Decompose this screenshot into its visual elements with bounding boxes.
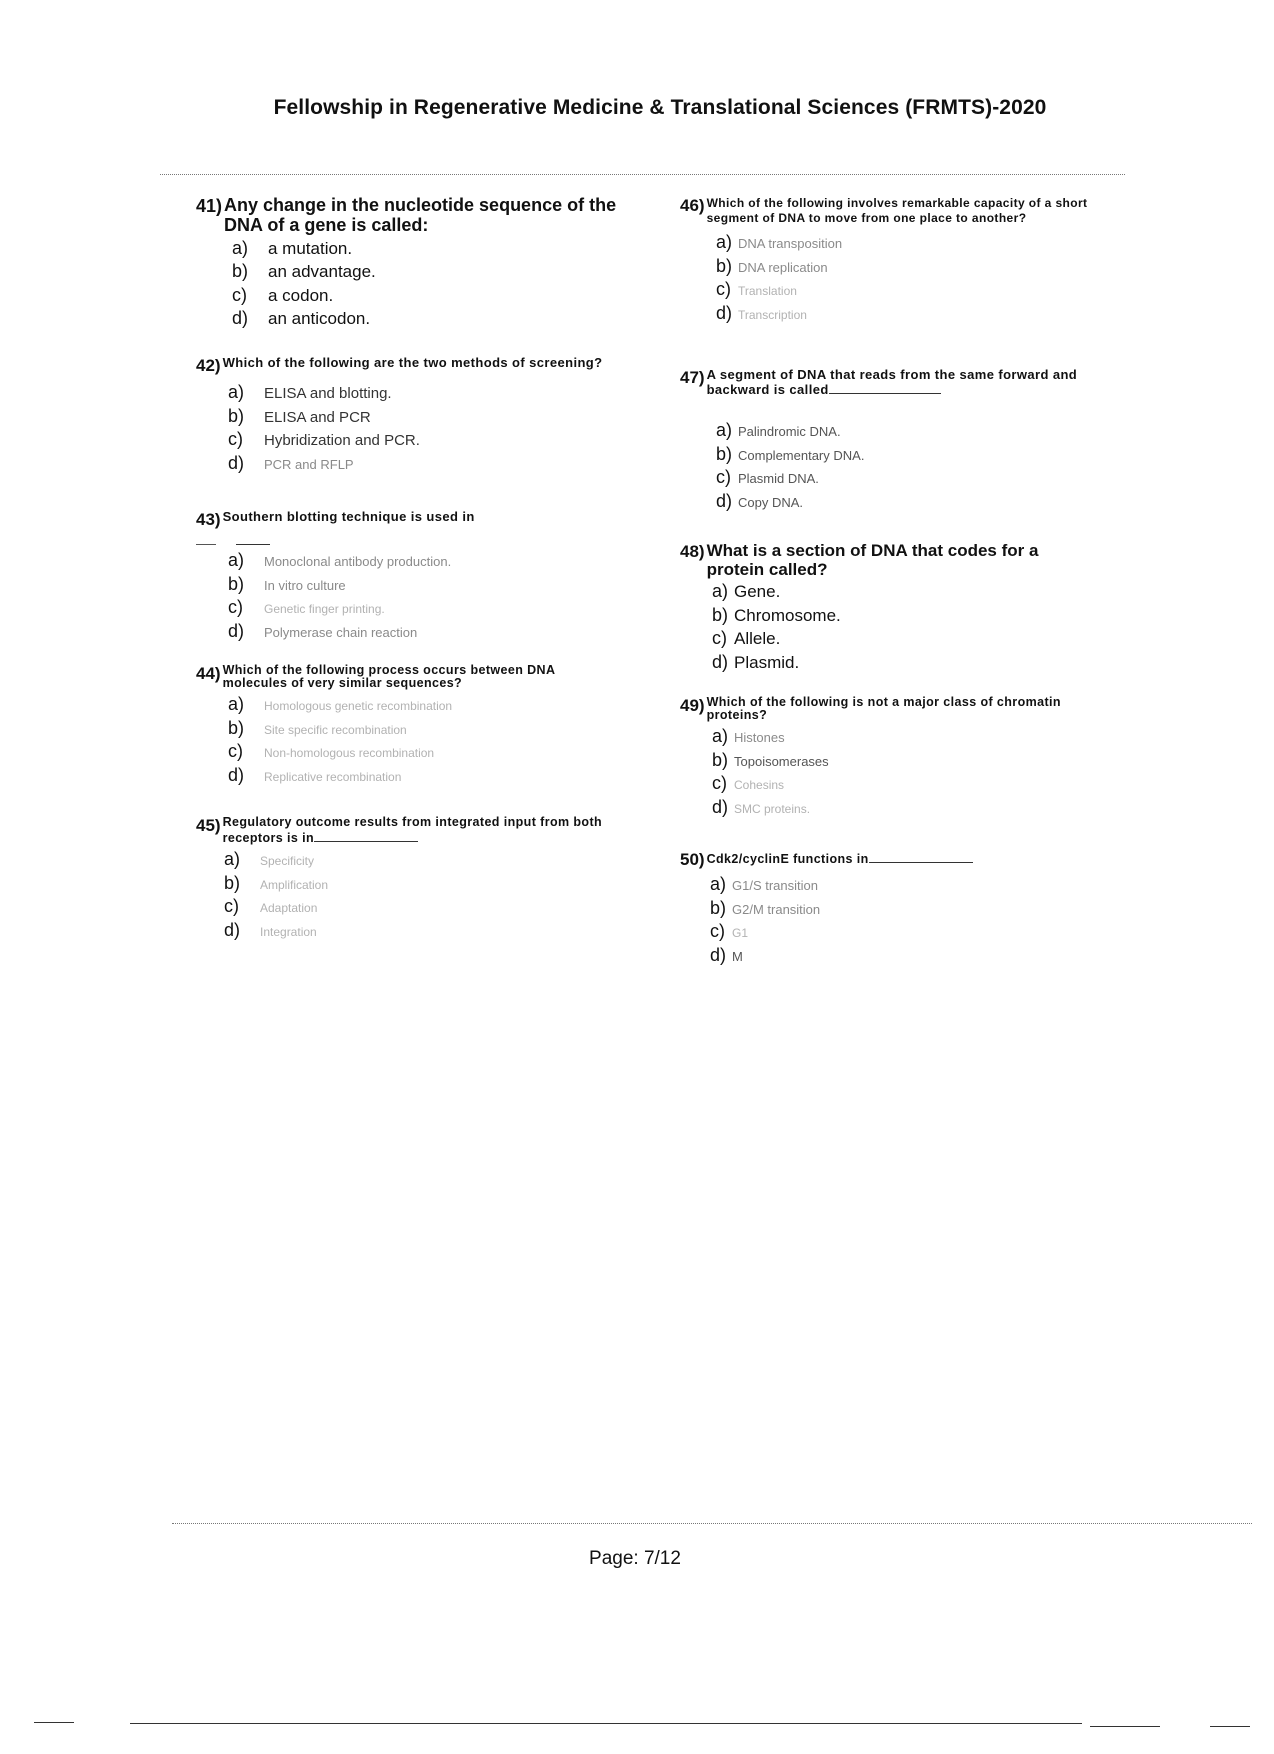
option-text: Allele. [734,629,781,649]
scan-artifact-line [130,1723,1082,1724]
question-number: 46) [680,196,705,215]
option-a[interactable] [712,726,1120,750]
question-number: 44) [196,664,221,683]
option-d[interactable] [712,652,1100,676]
option-text: In vitro culture [264,577,346,593]
option-letter: b) [712,749,729,770]
scan-artifact-line [34,1722,74,1723]
option-d[interactable] [710,945,1120,969]
question-text: What is a section of DNA that codes for a protein called? [706,541,1039,579]
answer-blank [829,381,941,394]
options-list [196,694,616,788]
question-text: Which of the following involves remarkable capacity of a short segment of DNA to move from one place to another? [706,196,1088,225]
option-a[interactable] [228,694,616,718]
question-number: 49) [680,696,705,715]
option-text: Gene. [734,582,781,602]
question-text [223,816,626,845]
question-text: Southern blotting technique is used in [222,509,475,524]
question-50 [680,850,1120,968]
option-letter: d) [232,308,249,329]
footer-divider [172,1523,1252,1524]
option-letter: b) [228,573,245,594]
option-text: PCR and RFLP [264,456,354,472]
option-text: an advantage. [268,262,376,282]
option-b[interactable] [228,406,606,430]
question-text: Which of the following is not a major class of chromatin proteins? [706,695,1061,723]
answer-blank [314,829,418,842]
option-text: Chromosome. [734,605,841,625]
question-text: Any change in the nucleotide sequence of the DNA of a gene is called: [224,195,617,235]
question-49 [680,696,1120,820]
option-b[interactable] [232,261,626,285]
option-letter: c) [228,741,243,762]
option-letter: b) [228,405,245,426]
option-text: Histones [734,730,785,746]
question-number: 42) [196,356,221,375]
option-letter: c) [232,284,247,305]
option-d[interactable] [716,491,1120,515]
option-letter: d) [716,490,733,511]
option-letter: b) [228,717,245,738]
option-text: Site specific recombination [264,722,407,737]
question-text-content: Regulatory outcome results from integrated input from both receptors is in [222,815,603,846]
option-letter: a) [710,874,727,894]
option-text: Integration [260,924,317,939]
option-letter: b) [712,604,729,625]
question-42 [196,356,606,476]
option-text: Amplification [260,877,329,892]
question-text [707,368,1120,396]
option-letter: a) [712,726,729,747]
option-text: Homologous genetic recombination [264,699,453,714]
option-b[interactable] [710,898,1120,922]
option-text: Cohesins [734,778,785,793]
option-text: Monoclonal antibody production. [264,554,452,569]
question-number: 48) [680,542,705,561]
option-d[interactable] [228,453,606,477]
question-text-content: A segment of DNA that reads from the same forward and backward is called [706,367,1078,397]
option-c[interactable] [716,467,1120,491]
question-47 [680,368,1120,514]
options-list [680,420,1120,514]
option-letter: d) [228,620,245,641]
option-text: Plasmid. [734,652,800,672]
header-divider [160,174,1125,175]
option-a[interactable] [228,382,606,406]
option-text: Hybridization and PCR. [264,432,420,449]
option-letter: a) [712,581,729,602]
option-a[interactable] [716,232,1120,256]
option-a[interactable] [224,849,626,873]
option-text: M [732,948,743,964]
option-letter: a) [224,849,241,870]
option-text: a mutation. [268,238,353,258]
page-title: Fellowship in Regenerative Medicine & Translational Sciences (FRMTS)-2020 [273,96,1047,119]
option-letter: c) [228,597,243,617]
option-text: an anticodon. [268,309,371,329]
option-text: Specificity [260,854,315,869]
option-b[interactable] [712,750,1120,774]
option-letter: a) [228,550,245,570]
option-text: G1/S transition [732,878,818,893]
option-letter: a) [228,382,245,402]
options-list [196,550,616,644]
option-letter: b) [224,872,241,893]
option-text: Complementary DNA. [738,447,865,463]
option-text: Translation [738,284,797,298]
option-text: ELISA and PCR [264,408,371,426]
option-a[interactable] [228,550,616,574]
option-d[interactable] [228,621,616,645]
option-letter: b) [716,443,733,464]
option-letter: a) [716,232,733,252]
option-letter: c) [710,921,725,941]
option-text: G1 [732,926,749,940]
option-c[interactable] [224,896,626,920]
question-41 [196,196,626,332]
option-letter: a) [232,237,249,258]
option-d[interactable] [228,765,616,789]
option-letter: b) [716,255,733,276]
option-a[interactable] [710,874,1120,898]
option-text: Palindromic DNA. [738,424,841,439]
option-b[interactable] [228,574,616,598]
question-number: 50) [680,850,705,869]
question-number: 47) [680,368,705,387]
option-letter: a) [228,694,245,715]
option-text: Copy DNA. [738,494,804,510]
options-list [680,726,1120,820]
option-letter: c) [228,429,243,449]
options-list [680,232,1120,326]
scan-artifact-line [1090,1726,1160,1727]
option-letter: d) [228,452,245,473]
option-c[interactable] [228,741,616,765]
option-letter: d) [712,651,729,672]
options-list [680,581,1100,675]
option-text: DNA replication [738,259,828,275]
option-c[interactable] [716,279,1120,303]
question-text [707,850,973,866]
question-number: 45) [196,816,221,835]
question-44 [196,664,616,788]
option-text: SMC proteins. [734,801,811,816]
option-b[interactable] [228,718,616,742]
option-text: Genetic finger printing. [264,602,385,616]
scan-artifact-line [1210,1726,1250,1727]
option-letter: d) [710,944,727,965]
option-c[interactable] [228,597,616,621]
question-text-content: Cdk2/cyclinE functions in [706,852,869,866]
option-letter: c) [716,279,731,299]
answer-blank [196,532,616,546]
question-48 [680,542,1100,675]
page-number: Page: 7/12 [589,1548,681,1569]
option-text: Non-homologous recombination [264,746,435,761]
option-a[interactable] [712,581,1100,605]
option-text: ELISA and blotting. [264,385,392,402]
option-text: Adaptation [260,901,318,916]
question-45 [196,816,626,943]
question-text: Which of the following process occurs between DNA molecules of very similar sequences? [222,663,555,691]
question-number: 43) [196,510,221,529]
options-list [680,874,1120,968]
question-number: 41) [196,196,223,216]
option-letter: d) [712,796,729,817]
option-text: Transcription [738,307,807,322]
option-letter: c) [716,467,731,487]
option-text: G2/M transition [732,901,821,917]
option-letter: d) [716,302,733,323]
option-b[interactable] [712,605,1100,629]
option-text: DNA transposition [738,236,843,251]
option-letter: b) [710,897,727,918]
option-text: a codon. [268,285,334,305]
option-b[interactable] [224,873,626,897]
option-text: Polymerase chain reaction [264,624,418,640]
option-letter: d) [224,919,241,940]
option-text: Plasmid DNA. [738,471,819,486]
option-c[interactable] [710,921,1120,945]
option-a[interactable] [232,238,626,262]
option-d[interactable] [716,303,1120,327]
option-a[interactable] [716,420,1120,444]
option-letter: b) [232,261,249,282]
option-c[interactable] [232,285,626,309]
option-c[interactable] [712,628,1100,652]
option-letter: d) [228,764,245,785]
answer-blank [869,850,973,863]
options-list [196,238,626,332]
option-b[interactable] [716,256,1120,280]
option-text: Topoisomerases [734,753,829,769]
options-list [196,382,606,476]
option-text: Replicative recombination [264,769,402,784]
option-d[interactable] [712,797,1120,821]
question-text: Which of the following are the two methods of screening? [222,355,603,370]
option-letter: c) [712,628,727,649]
option-b[interactable] [716,444,1120,468]
question-46 [680,196,1120,326]
option-c[interactable] [228,429,606,453]
question-43 [196,510,616,644]
option-letter: c) [712,773,727,794]
option-d[interactable] [232,308,626,332]
option-letter: c) [224,896,239,917]
option-d[interactable] [224,920,626,944]
options-list [196,849,626,943]
option-letter: a) [716,420,733,440]
option-c[interactable] [712,773,1120,797]
